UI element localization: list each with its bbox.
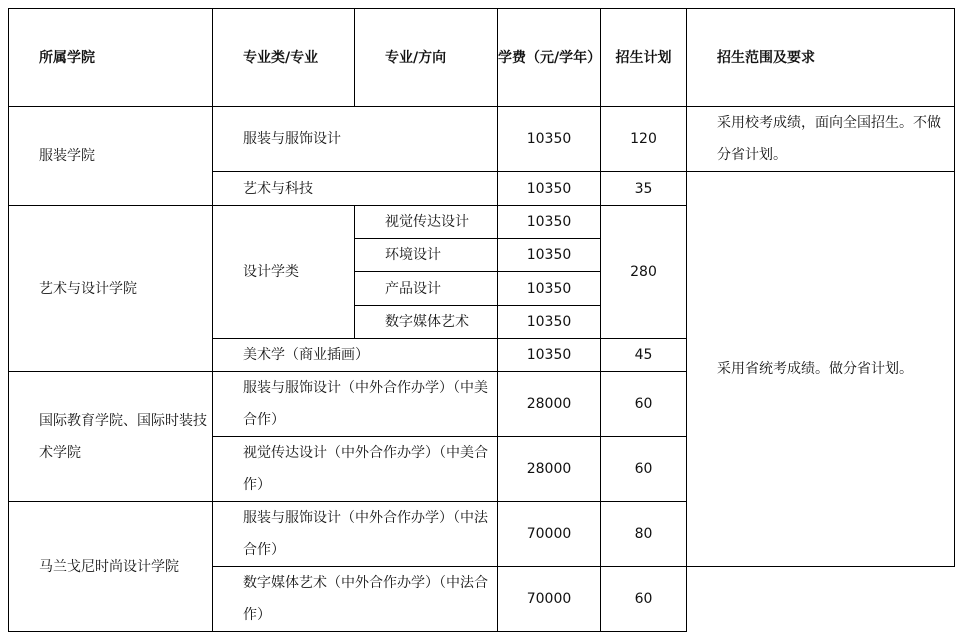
fee-cell: 70000 [498, 567, 601, 632]
quota-cell: 120 [601, 107, 687, 172]
header-quota: 招生计划 [601, 9, 687, 107]
fee-cell: 10350 [498, 107, 601, 172]
fee-cell: 10350 [498, 272, 601, 306]
header-scope: 招生范围及要求 [687, 9, 955, 107]
quota-cell: 35 [601, 172, 687, 206]
scope-cell: 采用省统考成绩。做分省计划。 [687, 172, 955, 567]
direction-cell: 环境设计 [355, 239, 498, 272]
fee-cell: 10350 [498, 306, 601, 339]
major-cell: 服装与服饰设计（中外合作办学）（中美合作） [213, 372, 498, 437]
direction-cell: 产品设计 [355, 272, 498, 306]
fee-cell: 70000 [498, 502, 601, 567]
fee-cell: 28000 [498, 437, 601, 502]
quota-cell: 60 [601, 567, 687, 632]
college-cell: 服装学院 [9, 107, 213, 206]
major-cell: 美术学（商业插画） [213, 339, 498, 372]
fee-cell: 10350 [498, 206, 601, 239]
direction-cell: 视觉传达设计 [355, 206, 498, 239]
quota-cell: 45 [601, 339, 687, 372]
fee-cell: 28000 [498, 372, 601, 437]
header-direction: 专业/方向 [355, 9, 498, 107]
major-cell: 视觉传达设计（中外合作办学）（中美合作） [213, 437, 498, 502]
fee-cell: 10350 [498, 339, 601, 372]
admissions-table [8, 8, 955, 632]
table-row [9, 107, 955, 172]
header-major-class: 专业类/专业 [213, 9, 355, 107]
quota-cell: 80 [601, 502, 687, 567]
fee-cell: 10350 [498, 172, 601, 206]
major-class-cell: 设计学类 [213, 206, 355, 339]
quota-cell: 280 [601, 206, 687, 339]
quota-cell: 60 [601, 437, 687, 502]
college-cell: 艺术与设计学院 [9, 206, 213, 372]
header-fee: 学费（元/学年） [498, 9, 601, 107]
major-cell: 艺术与科技 [213, 172, 498, 206]
quota-cell: 60 [601, 372, 687, 437]
fee-cell: 10350 [498, 239, 601, 272]
college-cell: 马兰戈尼时尚设计学院 [9, 502, 213, 632]
scope-cell: 采用校考成绩，面向全国招生。不做分省计划。 [687, 107, 955, 172]
major-cell: 服装与服饰设计（中外合作办学）（中法合作） [213, 502, 498, 567]
header-row [9, 9, 955, 107]
college-cell: 国际教育学院、国际时装技术学院 [9, 372, 213, 502]
header-college: 所属学院 [9, 9, 213, 107]
major-cell: 服装与服饰设计 [213, 107, 498, 172]
major-cell: 数字媒体艺术（中外合作办学）（中法合作） [213, 567, 498, 632]
direction-cell: 数字媒体艺术 [355, 306, 498, 339]
